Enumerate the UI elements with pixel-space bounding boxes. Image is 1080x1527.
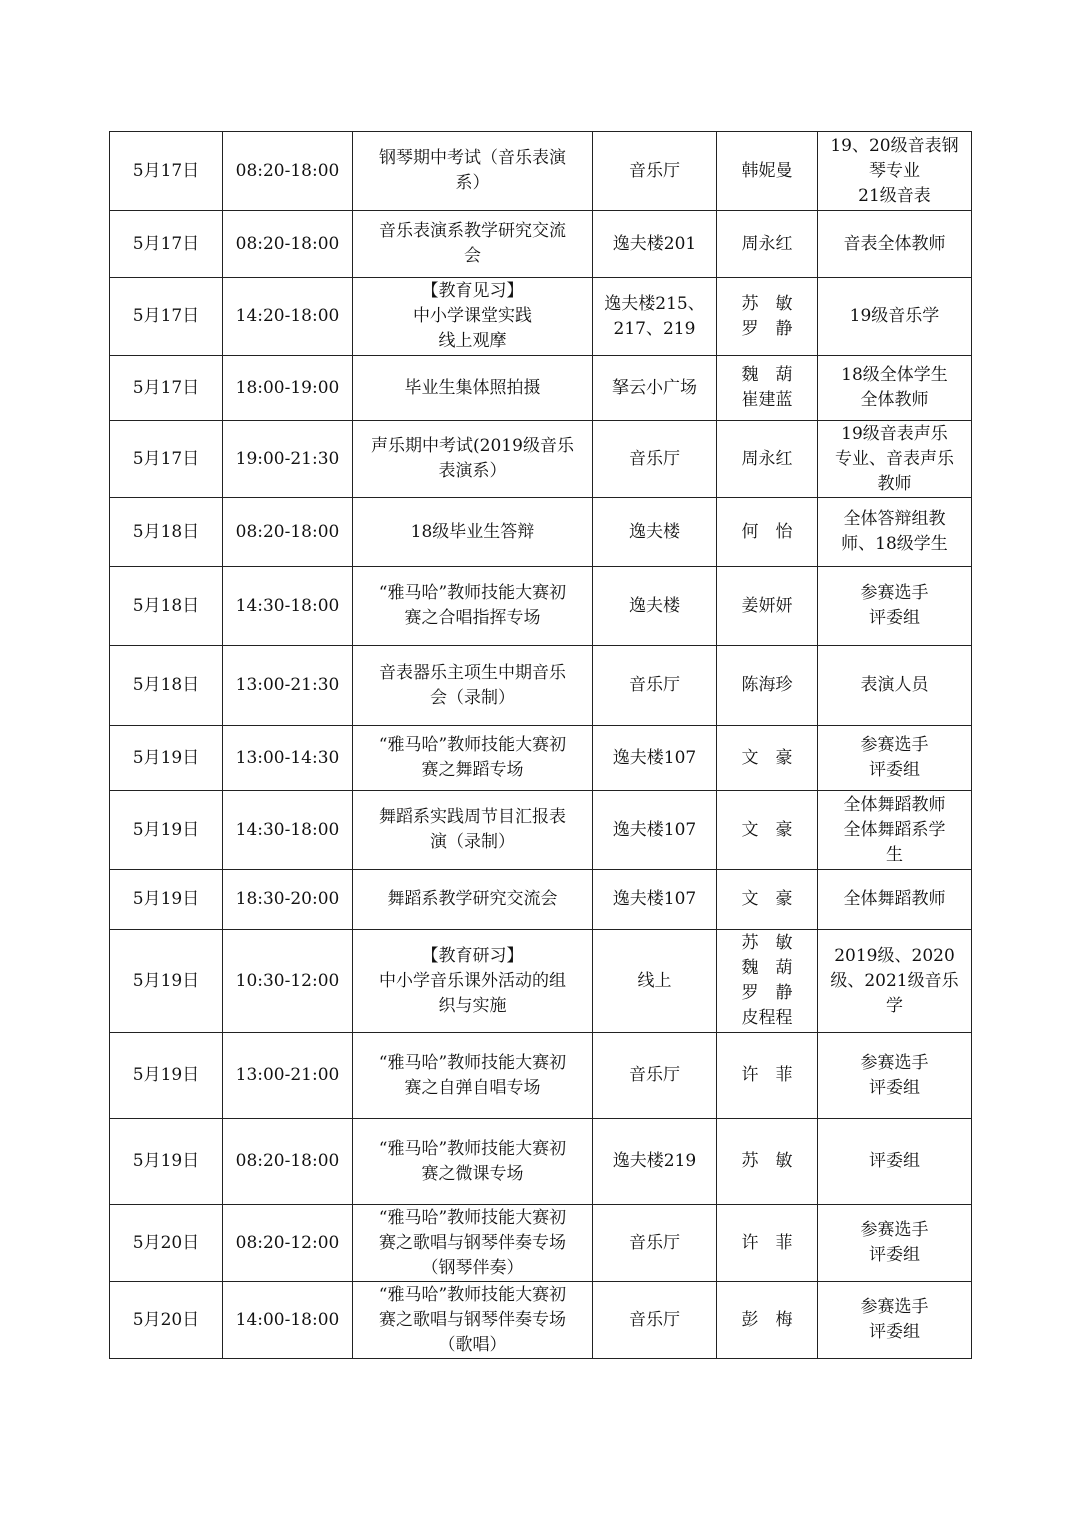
date-cell: 5月17日	[110, 356, 223, 421]
table-row	[110, 211, 972, 278]
time-cell: 18:30-20:00	[223, 870, 353, 930]
place-cell: 线上	[593, 930, 717, 1033]
activity-cell: “雅马哈”教师技能大赛初 赛之舞蹈专场	[353, 726, 593, 791]
date-cell: 5月17日	[110, 211, 223, 278]
place-cell: 音乐厅	[593, 1282, 717, 1359]
table-row	[110, 356, 972, 421]
activity-cell: “雅马哈”教师技能大赛初 赛之合唱指挥专场	[353, 567, 593, 646]
date-cell: 5月19日	[110, 870, 223, 930]
host-cell: 何 怡	[717, 498, 818, 567]
place-cell: 逸夫楼215、 217、219	[593, 278, 717, 356]
place-cell: 逸夫楼	[593, 567, 717, 646]
date-cell: 5月20日	[110, 1282, 223, 1359]
participants-cell: 参赛选手 评委组	[818, 1282, 972, 1359]
table-row	[110, 1033, 972, 1119]
participants-cell: 参赛选手 评委组	[818, 726, 972, 791]
time-cell: 14:30-18:00	[223, 567, 353, 646]
table-row	[110, 1282, 972, 1359]
table-row	[110, 498, 972, 567]
date-cell: 5月20日	[110, 1205, 223, 1282]
host-cell: 周永红	[717, 211, 818, 278]
host-cell: 苏 敏 罗 静	[717, 278, 818, 356]
activity-cell: 音表器乐主项生中期音乐 会（录制）	[353, 646, 593, 726]
participants-cell: 评委组	[818, 1119, 972, 1205]
time-cell: 10:30-12:00	[223, 930, 353, 1033]
date-cell: 5月19日	[110, 930, 223, 1033]
host-cell: 许 菲	[717, 1205, 818, 1282]
date-cell: 5月17日	[110, 132, 223, 211]
date-cell: 5月18日	[110, 498, 223, 567]
place-cell: 音乐厅	[593, 1205, 717, 1282]
host-cell: 周永红	[717, 421, 818, 498]
date-cell: 5月19日	[110, 1119, 223, 1205]
activity-cell: “雅马哈”教师技能大赛初 赛之歌唱与钢琴伴奏专场 （歌唱）	[353, 1282, 593, 1359]
place-cell: 拏云小广场	[593, 356, 717, 421]
schedule-table	[109, 131, 972, 1359]
activity-cell: 毕业生集体照拍摄	[353, 356, 593, 421]
table-row	[110, 726, 972, 791]
host-cell: 许 菲	[717, 1033, 818, 1119]
table-row	[110, 1205, 972, 1282]
host-cell: 姜妍妍	[717, 567, 818, 646]
participants-cell: 19级音乐学	[818, 278, 972, 356]
activity-cell: 18级毕业生答辩	[353, 498, 593, 567]
activity-cell: “雅马哈”教师技能大赛初 赛之歌唱与钢琴伴奏专场 （钢琴伴奏）	[353, 1205, 593, 1282]
activity-cell: 声乐期中考试(2019级音乐 表演系）	[353, 421, 593, 498]
table-row	[110, 646, 972, 726]
place-cell: 音乐厅	[593, 421, 717, 498]
participants-cell: 全体答辩组教 师、18级学生	[818, 498, 972, 567]
place-cell: 音乐厅	[593, 1033, 717, 1119]
date-cell: 5月19日	[110, 726, 223, 791]
activity-cell: 钢琴期中考试（音乐表演 系）	[353, 132, 593, 211]
participants-cell: 参赛选手 评委组	[818, 1205, 972, 1282]
participants-cell: 18级全体学生 全体教师	[818, 356, 972, 421]
host-cell: 魏 葫 崔建蓝	[717, 356, 818, 421]
date-cell: 5月18日	[110, 646, 223, 726]
table-row	[110, 278, 972, 356]
activity-cell: 舞蹈系教学研究交流会	[353, 870, 593, 930]
participants-cell: 19级音表声乐 专业、音表声乐 教师	[818, 421, 972, 498]
time-cell: 08:20-18:00	[223, 132, 353, 211]
activity-cell: “雅马哈”教师技能大赛初 赛之自弹自唱专场	[353, 1033, 593, 1119]
place-cell: 逸夫楼107	[593, 791, 717, 870]
host-cell: 韩妮曼	[717, 132, 818, 211]
time-cell: 14:30-18:00	[223, 791, 353, 870]
participants-cell: 音表全体教师	[818, 211, 972, 278]
host-cell: 文 豪	[717, 791, 818, 870]
place-cell: 逸夫楼201	[593, 211, 717, 278]
date-cell: 5月19日	[110, 791, 223, 870]
time-cell: 14:20-18:00	[223, 278, 353, 356]
participants-cell: 全体舞蹈教师	[818, 870, 972, 930]
host-cell: 彭 梅	[717, 1282, 818, 1359]
time-cell: 13:00-14:30	[223, 726, 353, 791]
place-cell: 逸夫楼219	[593, 1119, 717, 1205]
date-cell: 5月18日	[110, 567, 223, 646]
table-row	[110, 132, 972, 211]
time-cell: 18:00-19:00	[223, 356, 353, 421]
participants-cell: 全体舞蹈教师 全体舞蹈系学 生	[818, 791, 972, 870]
date-cell: 5月17日	[110, 421, 223, 498]
table-row	[110, 421, 972, 498]
place-cell: 逸夫楼	[593, 498, 717, 567]
schedule-body	[110, 132, 972, 1359]
table-row	[110, 930, 972, 1033]
table-row	[110, 1119, 972, 1205]
time-cell: 08:20-18:00	[223, 1119, 353, 1205]
date-cell: 5月17日	[110, 278, 223, 356]
host-cell: 苏 敏 魏 葫 罗 静 皮程程	[717, 930, 818, 1033]
activity-cell: 【教育见习】 中小学课堂实践 线上观摩	[353, 278, 593, 356]
activity-cell: 舞蹈系实践周节目汇报表 演（录制）	[353, 791, 593, 870]
participants-cell: 参赛选手 评委组	[818, 1033, 972, 1119]
place-cell: 逸夫楼107	[593, 726, 717, 791]
activity-cell: 音乐表演系教学研究交流 会	[353, 211, 593, 278]
time-cell: 08:20-12:00	[223, 1205, 353, 1282]
participants-cell: 表演人员	[818, 646, 972, 726]
time-cell: 08:20-18:00	[223, 211, 353, 278]
time-cell: 13:00-21:30	[223, 646, 353, 726]
time-cell: 13:00-21:00	[223, 1033, 353, 1119]
time-cell: 08:20-18:00	[223, 498, 353, 567]
host-cell: 文 豪	[717, 870, 818, 930]
host-cell: 苏 敏	[717, 1119, 818, 1205]
activity-cell: “雅马哈”教师技能大赛初 赛之微课专场	[353, 1119, 593, 1205]
table-row	[110, 870, 972, 930]
time-cell: 14:00-18:00	[223, 1282, 353, 1359]
place-cell: 音乐厅	[593, 132, 717, 211]
participants-cell: 2019级、2020 级、2021级音乐 学	[818, 930, 972, 1033]
place-cell: 音乐厅	[593, 646, 717, 726]
activity-cell: 【教育研习】 中小学音乐课外活动的组 织与实施	[353, 930, 593, 1033]
host-cell: 文 豪	[717, 726, 818, 791]
participants-cell: 19、20级音表钢 琴专业 21级音表	[818, 132, 972, 211]
table-row	[110, 791, 972, 870]
participants-cell: 参赛选手 评委组	[818, 567, 972, 646]
time-cell: 19:00-21:30	[223, 421, 353, 498]
date-cell: 5月19日	[110, 1033, 223, 1119]
host-cell: 陈海珍	[717, 646, 818, 726]
table-row	[110, 567, 972, 646]
place-cell: 逸夫楼107	[593, 870, 717, 930]
